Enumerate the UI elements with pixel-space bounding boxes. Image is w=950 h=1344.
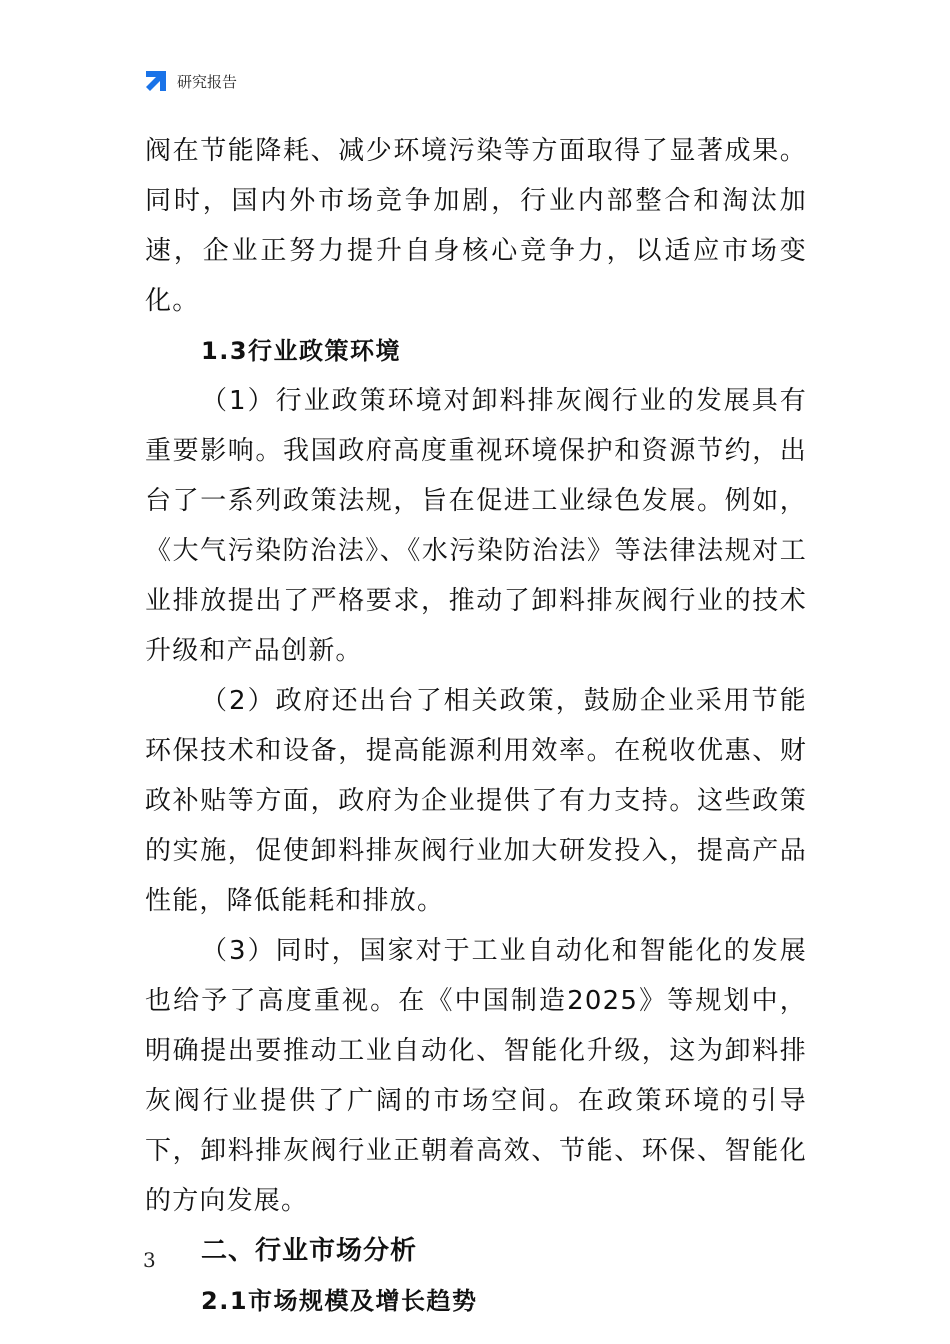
header-label: 研究报告: [177, 72, 238, 91]
paragraph-1: （1）行业政策环境对卸料排灰阀行业的发展具有重要影响。我国政府高度重视环境保护和资源节约，出台了一系列政策法规，旨在促进工业绿色发展。例如，《大气污染防治法》、《水污染防治法》等法律法规对工业排放提出了严格要求，推动了卸料排灰阀行业的技术升级和产品创新。: [145, 386, 807, 666]
arrow-up-right-icon: [143, 68, 169, 94]
page-header: [143, 66, 237, 96]
page-number: 3: [143, 1248, 156, 1272]
paragraph-2: （2）政府还出台了相关政策，鼓励企业采用节能环保技术和设备，提高能源利用效率。在税收优惠、财政补贴等方面，政府为企业提供了有力支持。这些政策的实施，促使卸料排灰阀行业加大研发投入，提高产品性能，降低能耗和排放。: [145, 686, 807, 916]
section-heading-1-3: 1.3行业政策环境: [201, 337, 402, 365]
document-body: [145, 126, 807, 1326]
section-heading-2-1: 2.1市场规模及增长趋势: [201, 1287, 478, 1315]
intro-paragraph: 阀在节能降耗、减少环境污染等方面取得了显著成果。同时，国内外市场竞争加剧，行业内部整合和淘汰加速，企业正努力提升自身核心竞争力，以适应市场变化。: [145, 136, 807, 316]
chapter-heading-2: 二、行业市场分析: [201, 1236, 418, 1266]
paragraph-3: （3）同时，国家对于工业自动化和智能化的发展也给予了高度重视。在《中国制造2025》等规划中，明确提出要推动工业自动化、智能化升级，这为卸料排灰阀行业提供了广阔的市场空间。在政策环境的引导下，卸料排灰阀行业正朝着高效、节能、环保、智能化的方向发展。: [145, 936, 807, 1216]
